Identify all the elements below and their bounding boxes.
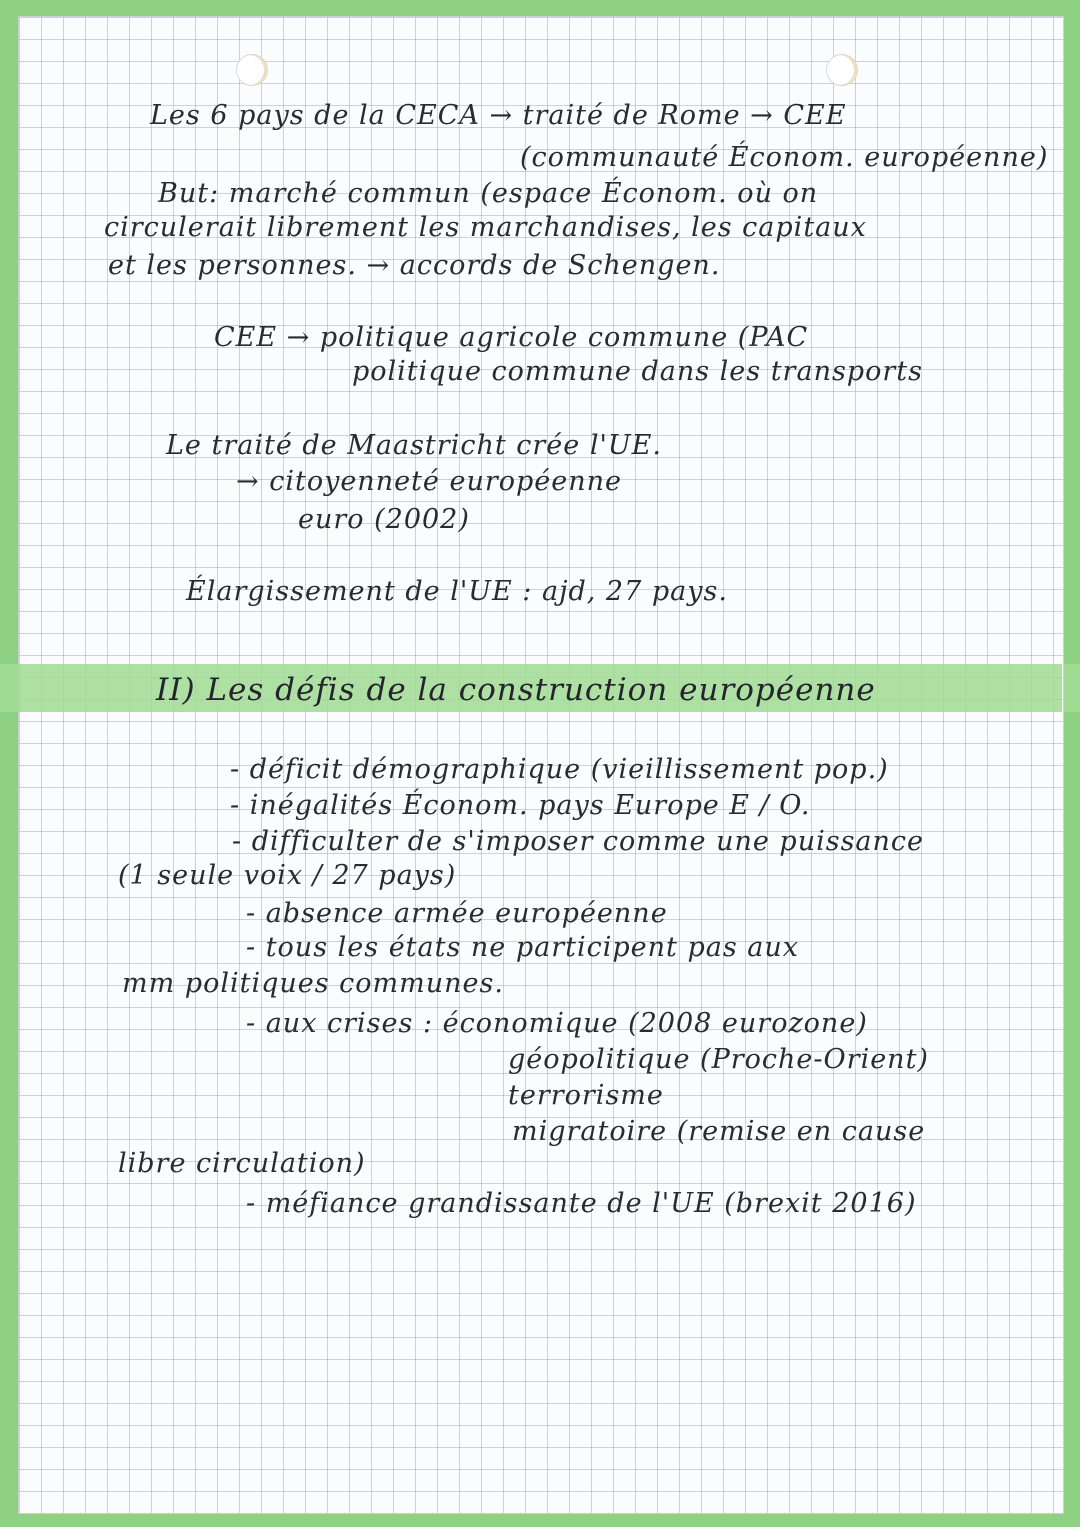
note-line: euro (2002) [298,504,470,535]
note-line: CEE → politique agricole commune (PAC [214,322,809,353]
note-line: circulerait librement les marchandises, les capitaux [104,212,867,243]
list-item: mm politiques communes. [122,968,504,999]
note-line: Le traité de Maastricht crée l'UE. [166,430,662,461]
list-item: - déficit démographique (vieillissement pop.) [230,754,889,785]
list-item: (1 seule voix / 27 pays) [118,860,457,891]
list-item: - aux crises : économique (2008 eurozone) [246,1008,868,1039]
list-item: - difficulter de s'imposer comme une puissance [232,826,925,857]
note-line: et les personnes. → accords de Schengen. [108,250,721,281]
list-item: - tous les états ne participent pas aux [246,932,800,963]
list-item: terrorisme [508,1080,664,1111]
note-line: politique commune dans les transports [352,356,923,387]
note-line: Les 6 pays de la CECA → traité de Rome → CEE [150,100,847,131]
list-item: - absence armée européenne [246,898,668,929]
list-item: migratoire (remise en cause [512,1116,926,1147]
list-item: libre circulation) [118,1148,366,1179]
note-line: But: marché commun (espace Économ. où on [158,178,819,209]
note-line: (communauté Économ. européenne) [520,142,1049,173]
note-line: → citoyenneté européenne [236,466,622,497]
list-item: géopolitique (Proche-Orient) [508,1044,929,1075]
list-item: - inégalités Économ. pays Europe E / O. [230,790,811,821]
note-line: Élargissement de l'UE : ajd, 27 pays. [186,576,728,607]
list-item: - méfiance grandissante de l'UE (brexit 2016) [246,1188,917,1219]
section-title: II) Les défis de la construction européenne [156,672,876,708]
